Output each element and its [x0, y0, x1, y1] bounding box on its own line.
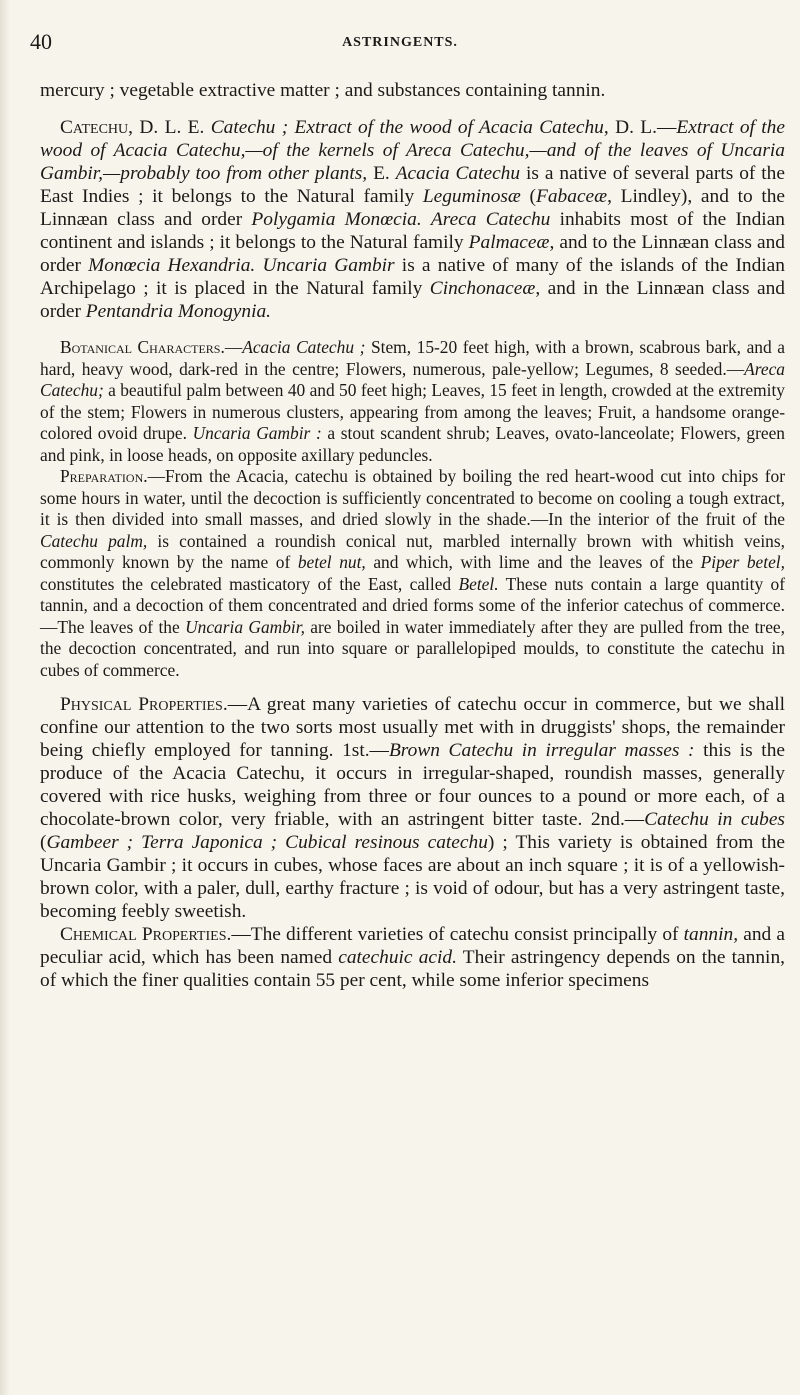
text-run: —The different varieties of catechu consist principally of	[231, 924, 684, 945]
italic-run: Polygamia Monœcia.	[251, 209, 422, 230]
italic-run: Palmaceæ	[468, 232, 550, 253]
italic-run: Cinchonaceæ	[429, 278, 536, 299]
italic-run: Catechu palm,	[40, 530, 148, 551]
italic-run: catechuic acid.	[338, 947, 457, 968]
text-run: , Lindley), and to the Linnæan class and order	[40, 186, 786, 230]
italic-run: Catechu ; Extract of the wood of Acacia Catechu	[210, 117, 604, 138]
text-run: a stout scandent shrub; Leaves, ovato-lanceolate; Flowers, green and pink, in loose heads, on opposite axillary peduncles.	[40, 423, 786, 465]
text-run: ) ; This variety is obtained from the Uncaria Gambir ; it occurs in cubes, whose faces are about an inch square ; it is of a yellowish-brown color, with a paler, dull, earthy fracture ; is void of odour, but has a very astringent taste, becoming feebly sweetish.	[40, 832, 785, 922]
text-run: , and to the Linnæan class and order	[40, 232, 785, 276]
text-run: (	[520, 186, 537, 207]
page-gutter-shadow	[0, 0, 10, 1395]
text-run: , and in the Linnæan class and order	[40, 278, 785, 322]
text-run: , D. L.—	[603, 117, 677, 138]
text-run: inhabits most of the Indian continent and islands ; it belongs to the Natural family	[40, 209, 785, 253]
physical-properties-heading: Physical Properties.	[60, 694, 228, 715]
italic-run: Monœcia Hexandria.	[88, 255, 256, 276]
text-run: Their astringency depends on the tannin, of which the finer qualities contain 55 per cent, while some inferior specimens	[40, 947, 785, 991]
text-run: (	[40, 832, 47, 853]
chemical-properties-paragraph	[40, 923, 785, 992]
italic-run: Acacia Catechu	[395, 163, 521, 184]
italic-run: betel nut,	[297, 552, 366, 572]
page-body	[40, 79, 785, 992]
intro-text: mercury ; vegetable extractive matter ; and substances containing tannin.	[40, 80, 606, 101]
text-run	[422, 209, 431, 230]
italic-run: Areca Catechu	[430, 209, 551, 230]
catechu-heading: Catechu	[60, 117, 129, 138]
italic-run: Leguminosæ	[422, 186, 521, 207]
italic-run: Acacia Catechu ;	[242, 337, 366, 357]
text-run: and which, with lime and the leaves of the	[365, 552, 701, 572]
italic-run: Uncaria Gambir,	[185, 616, 305, 637]
text-run: a beautiful palm between 40 and 50 feet high; Leaves, 15 feet in length, crowded at the extremity of the stem; Flowers in numerous clusters, appearing from among the leaves; Fruit, a handsome orange-colored ovoid drupe.	[40, 380, 785, 443]
text-run: is a native of several parts of the East Indies ; it belongs to the Natural family	[40, 163, 785, 207]
catechu-paragraph	[40, 116, 785, 323]
italic-run: Areca Catechu;	[40, 358, 785, 400]
italic-run: tannin,	[683, 924, 739, 945]
italic-run: Catechu in cubes	[644, 809, 785, 830]
botanical-characters-heading: Botanical Characters.	[60, 337, 225, 357]
running-head: ASTRINGENTS.	[342, 35, 458, 50]
botanical-characters-paragraph	[40, 337, 785, 466]
text-run: constitutes the celebrated masticatory of the East, called	[40, 573, 459, 594]
text-run: are boiled in water immediately after they are pulled from the tree, the decoction concentrated, and run into square or parallelopiped moulds, to constitute the catechu in cubes of commerce.	[40, 616, 785, 680]
italic-run: Fabaceæ	[536, 186, 608, 207]
italic-run: Pentandria Monogynia.	[85, 301, 272, 322]
text-run: These nuts contain a large quantity of tannin, and a decoction of them concentrated and dried forms some of the inferior catechus of commerce.—The leaves of the	[40, 573, 785, 637]
text-run: is a native of many of the islands of the Indian Archipelago ; it is placed in the Natural family	[40, 255, 785, 299]
page-number: 40	[30, 29, 52, 54]
text-run: —A great many varieties of catechu occur in commerce, but we shall confine our attention to the two sorts most usually met with in druggists' shops, the remainder being chiefly employed for tanning. 1st.—	[40, 694, 785, 761]
page-header	[30, 29, 770, 57]
text-run: and a peculiar acid, which has been named	[40, 924, 785, 968]
italic-run: Piper betel,	[700, 552, 785, 572]
italic-run: Uncaria Gambir	[262, 255, 395, 276]
italic-run: Brown Catechu in irregular masses :	[388, 740, 695, 761]
text-run: Stem, 15-20 feet high, with a brown, scabrous bark, and a hard, heavy wood, dark-red in the centre; Flowers, numerous, pale-yellow; Legumes, 8 seeded.—	[40, 337, 785, 379]
physical-properties-paragraph	[40, 693, 785, 923]
italic-run: Gambeer ; Terra Japonica ; Cubical resinous catechu	[46, 832, 488, 853]
text-run: this is the produce of the Acacia Catechu, it occurs in irregular-shaped, roundish masses, generally covered with rice husks, weighing from three or four ounces to a pound or more each, of a chocolate-brown color, very friable, with an astringent bitter taste. 2nd.—	[40, 740, 785, 830]
text-run: , D. L. E.	[128, 117, 211, 138]
italic-run: Uncaria Gambir :	[192, 423, 322, 443]
text-run: is contained a roundish conical nut, marbled internally brown with whitish veins, commonly known by the name of	[40, 530, 785, 572]
preparation-paragraph	[40, 466, 785, 681]
preparation-heading: Preparation.	[60, 466, 148, 486]
italic-run: Extract of the wood of Acacia Catechu,—of the kernels of Areca Catechu,—and of the leaves of Uncaria Gambir,—probably too from other plants,	[40, 117, 785, 184]
text-run: E.	[367, 163, 396, 184]
intro-paragraph	[40, 79, 785, 102]
chemical-properties-heading: Chemical Properties.	[60, 924, 232, 945]
text-run: —	[224, 337, 243, 357]
italic-run: Betel.	[458, 573, 499, 594]
text-run: —From the Acacia, catechu is obtained by boiling the red heart-wood cut into chips for some hours in water, until the decoction is sufficiently concentrated to become on cooling a tough extract, it is then divided into small masses, and dried slowly in the shade.—In the interior of the fruit of the	[40, 466, 785, 529]
